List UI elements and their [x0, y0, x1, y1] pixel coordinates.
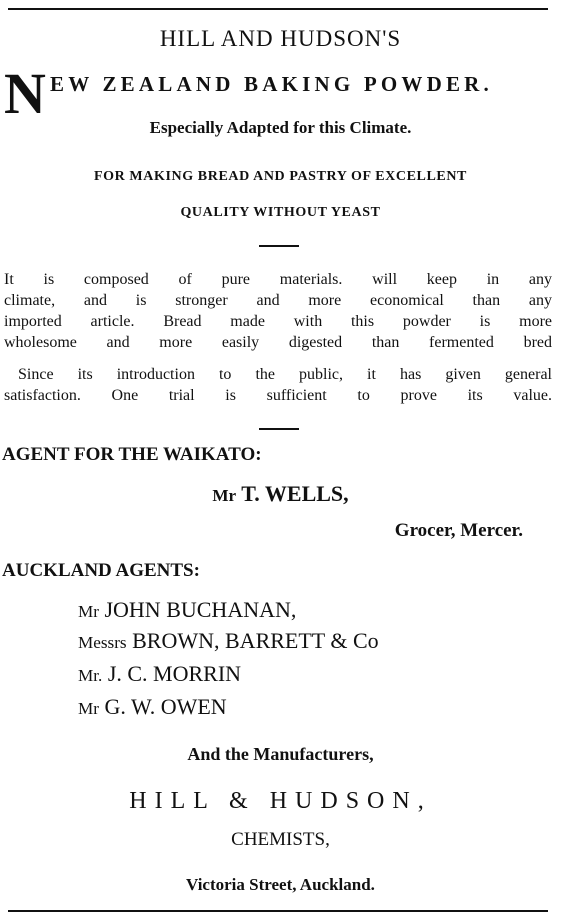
trade-mercer: Mercer.: [460, 520, 523, 541]
honorific: Mr: [212, 486, 237, 505]
waikato-agent-heading: AGENT FOR THE WAIKATO:: [2, 444, 262, 465]
purpose-line-2: QUALITY WITHOUT YEAST: [180, 205, 381, 220]
auckland-agent: [78, 597, 296, 623]
paragraph-line: satisfaction. One trial is sufficient to prove its value.: [4, 387, 552, 404]
manufacturers-line: And the Manufacturers,: [187, 744, 374, 764]
paragraph-line: imported article. Bread made with this powder is more: [4, 313, 552, 330]
honorific: Messrs: [78, 633, 127, 652]
waikato-agent-name: [0, 481, 561, 507]
section-divider: [259, 428, 299, 430]
maker-address: Victoria Street, Auckland.: [186, 875, 375, 894]
description-paragraph: [4, 269, 552, 353]
auckland-agent: [78, 694, 227, 720]
advert-headline: [4, 61, 552, 126]
paragraph-line: Since its introduction to the public, it has given general: [18, 366, 552, 383]
agent-name: BROWN, BARRETT & Co: [132, 628, 379, 653]
auckland-agents-heading: AUCKLAND AGENTS:: [2, 560, 200, 581]
advert-subtitle: Especially Adapted for this Climate.: [149, 118, 412, 137]
headline-drop-cap: N: [4, 61, 46, 126]
maker-name: HILL & HUDSON,: [129, 788, 432, 814]
honorific: Mr: [78, 602, 99, 621]
purpose-line-1: FOR MAKING BREAD AND PASTRY OF EXCELLENT: [93, 169, 467, 184]
maker-trade: CHEMISTS,: [231, 829, 330, 850]
paragraph-line: It is composed of pure materials. will keep in any: [4, 271, 552, 288]
auckland-agent: [78, 661, 241, 687]
advert-title: HILL AND HUDSON'S: [159, 26, 402, 51]
auckland-agent: [78, 628, 379, 654]
honorific: Mr.: [78, 666, 103, 685]
honorific: Mr: [78, 699, 99, 718]
bottom-rule: [8, 910, 548, 912]
section-divider: [259, 245, 299, 247]
waikato-agent-trade: [395, 520, 523, 542]
trade-grocer: Grocer,: [394, 520, 456, 541]
paragraph-line: climate, and is stronger and more economical than any: [4, 292, 552, 309]
agent-name: J. C. MORRIN: [107, 661, 242, 686]
paragraph-line: wholesome and more easily digested than fermented bred: [4, 334, 552, 351]
agent-name: JOHN BUCHANAN,: [104, 597, 297, 622]
agent-name: G. W. OWEN: [104, 694, 227, 719]
top-rule: [8, 8, 548, 10]
testimonial-paragraph: [4, 364, 552, 406]
agent-name: T. WELLS,: [241, 481, 349, 506]
headline-text: EW ZEALAND BAKING POWDER.: [50, 72, 493, 96]
